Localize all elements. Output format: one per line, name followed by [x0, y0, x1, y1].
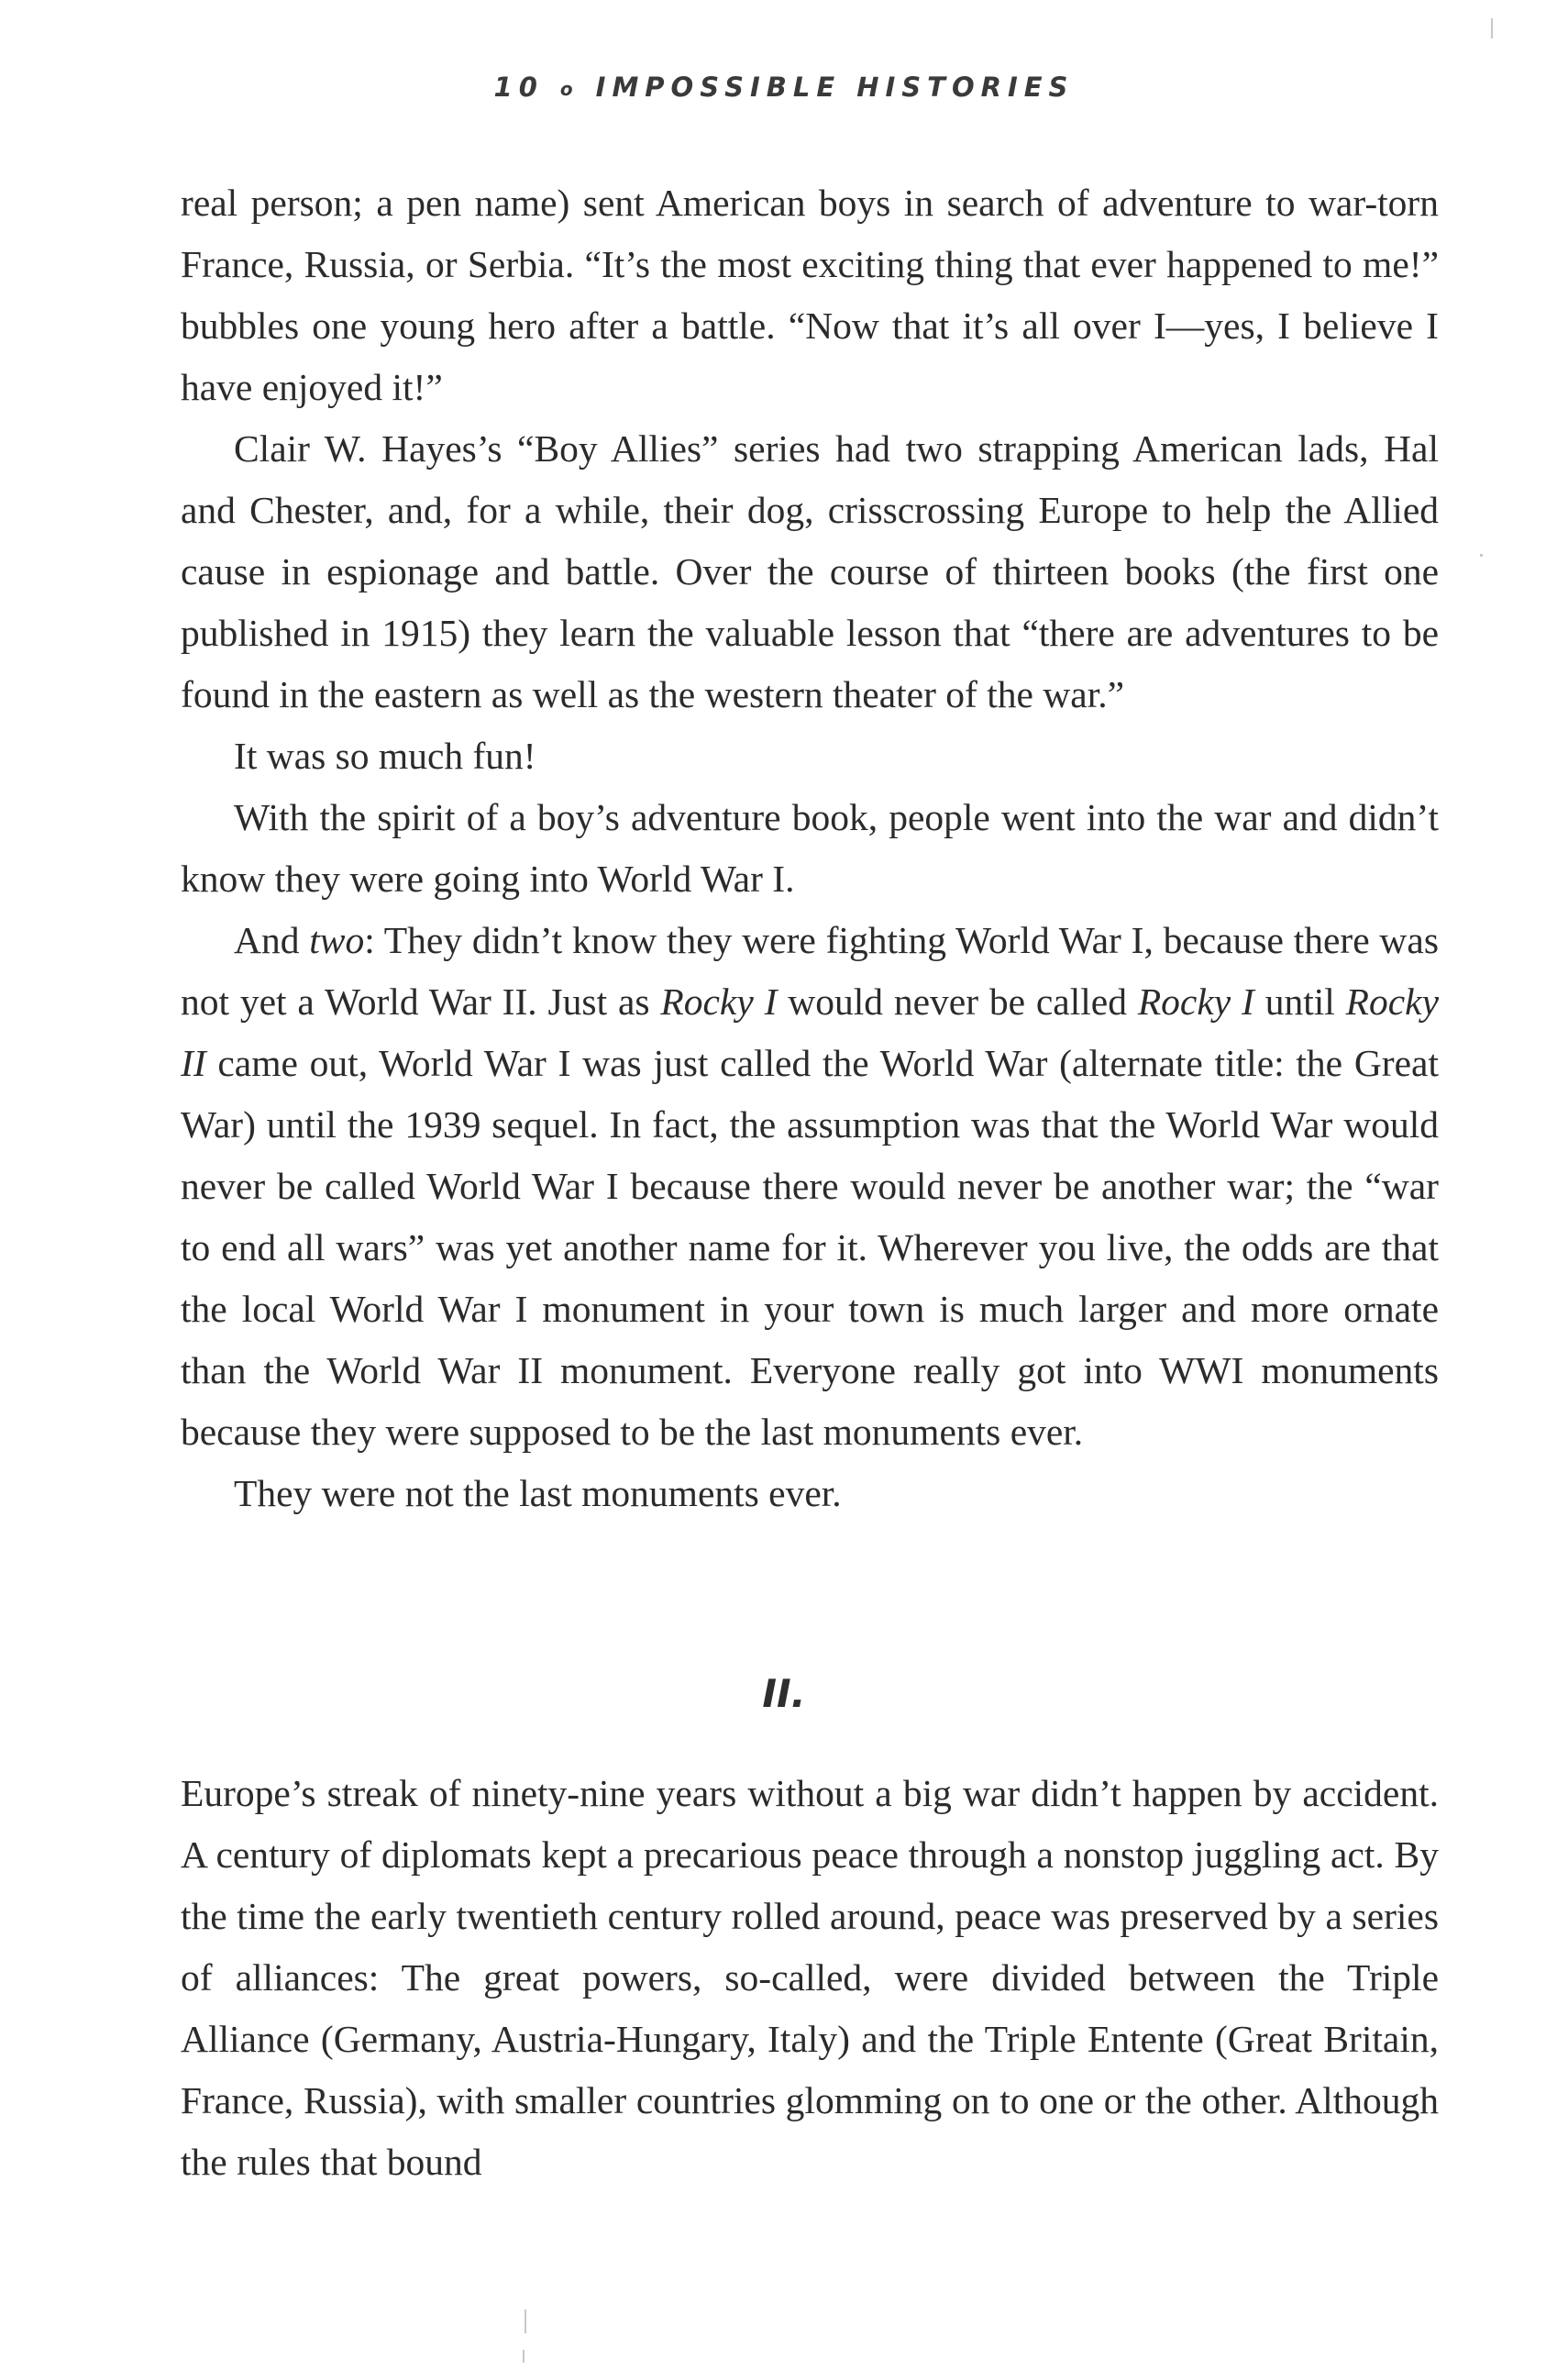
page-number: 10 — [493, 72, 544, 103]
scan-speck — [1480, 554, 1483, 557]
paragraph-two-part4: came out, World War I was just called the World War (alternate title: the Great War) until the 1939 sequel. In fact, the assumption was that the World War would never be called World War I because there would never be another war; the “war to end all wars” was yet another name for it. Wherever you live, the odds are that the local World War I monument in your town is much larger and more ornate than the World War II monument. Everyone really got into WWI monuments because they were supposed to be the last monuments ever. — [181, 1042, 1439, 1453]
book-title: IMPOSSIBLE HISTORIES — [595, 72, 1075, 103]
paragraph-two-lead-italic: two — [309, 919, 365, 961]
paragraph-two-part1: : They didn’t know they were fighting World War I, because there was not yet a World War II. Just as — [181, 919, 1439, 1023]
paragraph-spirit: With the spirit of a boy’s adventure book, people went into the war and didn’t know they were going into World War I. — [181, 796, 1439, 900]
paragraph-continuation: real person; a pen name) sent American boys in search of adventure to war-torn France, Russia, or Serbia. “It’s the most exciting thing that ever happened to me!” bubbles one young hero after a battle. “Now that it’s all over I—yes, I believe I have enjoyed it!” — [181, 182, 1439, 408]
scan-speck — [1491, 18, 1493, 39]
paragraph-boy-allies: Clair W. Hayes’s “Boy Allies” series had two strapping American lads, Hal and Chester, and, for a while, their dog, crisscrossing Europe to help the Allied cause in espionage and battle. Over the course of thirteen books (the first one published in 1915) they learn the valuable lesson that “there are adventures to be found in the eastern as well as the western theater of the war.” — [181, 427, 1439, 715]
scan-speck — [525, 2309, 526, 2333]
rocky-ii-title: Rocky II — [181, 980, 1439, 1084]
paragraph-two-lead: And — [234, 919, 310, 961]
paragraph-two-part3: until — [1253, 980, 1346, 1023]
paragraph-europe-streak: Europe’s streak of ninety-nine years without a big war didn’t happen by accident. A century of diplomats kept a precarious peace through a nonstop juggling act. By the time the early twentieth century rolled around, peace was preserved by a series of alliances: The great powers, so-called, were divided between the Triple Alliance (Germany, Austria-Hungary, Italy) and the Triple Entente (Great Britain, France, Russia), with smaller countries glomming on to one or the other. Although the rules that bound — [181, 1772, 1439, 2183]
rocky-i-title-second: Rocky I — [1137, 980, 1254, 1023]
paragraph-two — [181, 910, 1439, 1463]
paragraph-not-last: They were not the last monuments ever. — [234, 1472, 842, 1514]
running-head — [0, 72, 1568, 103]
paragraph-two-part2: would never be called — [777, 980, 1138, 1023]
text-block-top — [181, 172, 1439, 1524]
rocky-i-title: Rocky I — [660, 980, 778, 1023]
section-marker: II. — [762, 1671, 806, 1716]
paragraph-fun: It was so much fun! — [234, 735, 536, 777]
header-separator: o — [559, 78, 580, 100]
scan-speck — [523, 2350, 525, 2363]
text-block-bottom — [181, 1763, 1439, 2193]
